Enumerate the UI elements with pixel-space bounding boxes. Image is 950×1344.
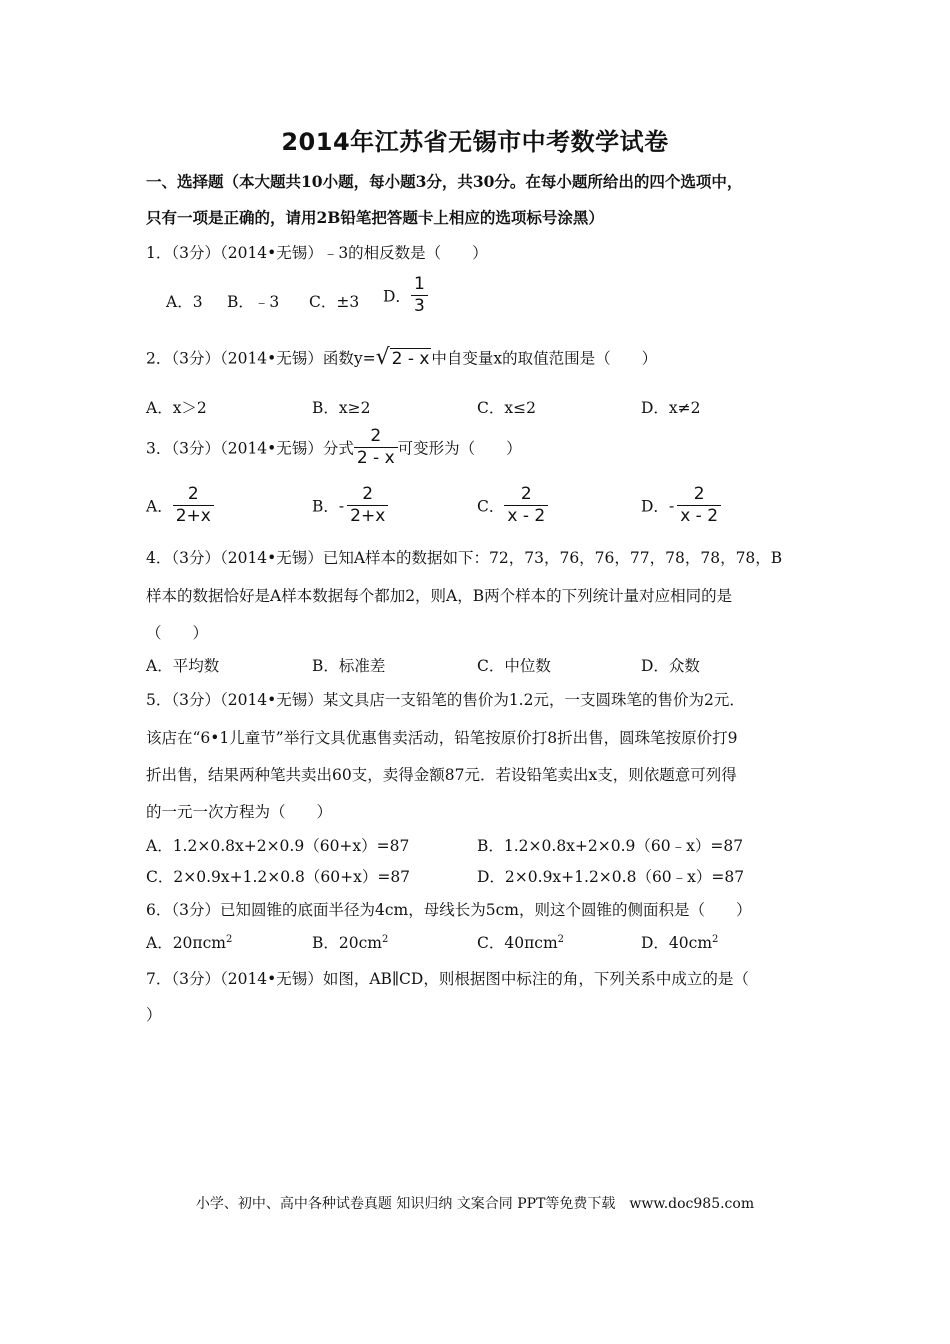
question-1-stem: 1．（3分）（2014•无锡）﹣3的相反数是（ ） (146, 244, 488, 262)
q1-option-c: C．±3 (309, 293, 360, 311)
q5-option-d: D．2×0.9x+1.2×0.8（60﹣x）=87 (477, 868, 745, 886)
q3-fraction: $\frac{2}{2 - x}$ (354, 428, 398, 467)
q3-option-a: A． $\frac{2}{2+x}$ (146, 486, 214, 525)
page-footer: 小学、初中、高中各种试卷真题 知识归纳 文案合同 PPT等免费下载 www.doc985.com (195, 1196, 755, 1212)
question-7-line1: 7．（3分）（2014•无锡）如图，AB∥CD，则根据图中标注的角，下列关系中成立的是（ (146, 970, 749, 988)
q5-option-b: B．1.2×0.8x+2×0.9（60﹣x）=87 (477, 837, 744, 855)
q3-option-c: C． $\frac{2}{x - 2}$ (477, 486, 548, 525)
question-7-line2: ） (146, 1006, 162, 1024)
q1-option-d-fraction: $\frac{1}{3}$ (411, 276, 428, 315)
question-4-line1: 4．（3分）（2014•无锡）已知A样本的数据如下：72，73，76，76，77，78，78，78，B (146, 549, 783, 567)
q5-option-c: C．2×0.9x+1.2×0.8（60+x）=87 (146, 868, 411, 886)
question-6-stem: 6．（3分）已知圆锥的底面半径为4cm，母线长为5cm，则这个圆锥的侧面积是（ ） (146, 901, 752, 919)
q2-option-b: B．x≥2 (312, 399, 371, 417)
q6-option-c: C．40πcm$^2$ (477, 933, 565, 952)
q2-option-a: A．x＞2 (146, 399, 207, 417)
section-heading-line2: 只有一项是正确的，请用2B铅笔把答题卡上相应的选项标号涂黑） (146, 208, 604, 227)
q5-option-a: A．1.2×0.8x+2×0.9（60+x）=87 (146, 837, 410, 855)
q4-option-d: D．众数 (641, 657, 700, 675)
question-4-line2: 样本的数据恰好是A样本数据每个都加2，则A，B两个样本的下列统计量对应相同的是 (146, 587, 733, 605)
q2-option-c: C．x≤2 (477, 399, 536, 417)
q2-sqrt: √ 2 - x (375, 345, 430, 370)
q6-option-d: D．$40cm^2$ (641, 933, 719, 952)
q4-option-a: A．平均数 (146, 657, 220, 675)
q3-option-b: B．- $\frac{2}{2+x}$ (312, 486, 388, 525)
question-5-line1: 5．（3分）（2014•无锡）某文具店一支铅笔的售价为1.2元，一支圆珠笔的售价为2元． (146, 691, 745, 709)
q6-option-b: B．$20cm^2$ (312, 933, 389, 952)
q1-option-d: D． $\frac{1}{3}$ (383, 276, 428, 315)
q1-option-a: A．3 (166, 293, 203, 311)
question-5-line4: 的一元一次方程为（ ） (146, 803, 333, 821)
q4-option-c: C．中位数 (477, 657, 551, 675)
q3-option-d: D．- $\frac{2}{x - 2}$ (641, 486, 721, 525)
q2-option-d: D．x≠2 (641, 399, 701, 417)
page-title: 2014年江苏省无锡市中考数学试卷 (281, 128, 669, 156)
question-2-stem: 2．（3分）（2014•无锡）函数y=√ 2 - x 中自变量x的取值范围是（ ） (146, 345, 658, 370)
q1-option-b: B．﹣3 (227, 293, 280, 311)
q6-option-a: A．20πcm$^2$ (146, 933, 233, 952)
section-heading-line1: 一、选择题（本大题共10小题，每小题3分，共30分。在每小题所给出的四个选项中， (146, 172, 743, 191)
q4-option-b: B．标准差 (312, 657, 386, 675)
question-3-stem: 3．（3分）（2014•无锡）分式 $\frac{2}{2 - x}$ 可变形为（ ） (146, 426, 522, 468)
question-4-line3: （ ） (146, 624, 209, 642)
question-5-line2: 该店在“6•1儿童节”举行文具优惠售卖活动，铅笔按原价打8折出售，圆珠笔按原价打9 (146, 729, 738, 747)
question-5-line3: 折出售，结果两种笔共卖出60支，卖得金额87元．若设铅笔卖出x支，则依题意可列得 (146, 766, 737, 784)
